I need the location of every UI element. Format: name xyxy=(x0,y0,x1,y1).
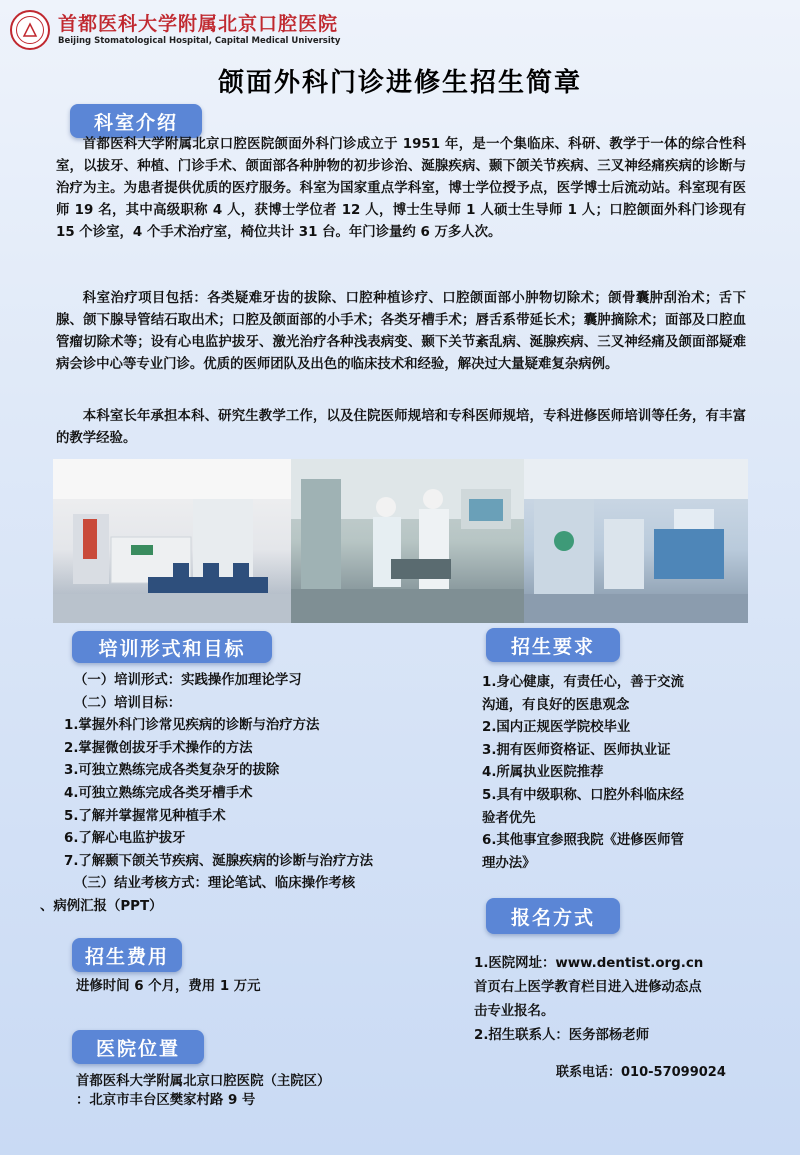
page-title: 颌面外科门诊进修生招生简章 xyxy=(217,68,582,98)
registration-list xyxy=(474,952,703,1048)
requirement-line: 3.拥有医师资格证、医师执业证 xyxy=(482,742,671,758)
training-line: 6.了解心电监护拔牙 xyxy=(64,831,186,847)
requirement-line: 1.身心健康，有责任心，善于交流 xyxy=(482,675,684,690)
training-line: 5.了解并掌握常见种植手术 xyxy=(64,808,226,824)
hospital-logo-icon xyxy=(10,10,50,50)
section-heading-requirements: 招生要求 xyxy=(486,628,620,662)
photo-reception-waiting-area xyxy=(53,459,291,623)
training-line: 、病例汇报（PPT） xyxy=(40,898,163,914)
requirements-list xyxy=(482,672,684,875)
requirement-line: 6.其他事宜参照我院《进修医师管 xyxy=(482,833,684,849)
intro-paragraph-1: 首都医科大学附属北京口腔医院颌面外科门诊成立于 1951 年，是一个集临床、科研、教学于一体的综合性科室，以拔牙、种植、门诊手术、颌面部各种肿物的初步诊治、涎腺疾病、颞下颌关节疾病、三叉神经痛疾病的诊断与治疗为主。为患者提供优质的医疗服务。科室为国家重点学科室，博士学位授予点，医学博士后流动站。科室现有医师 19 名，其中高级职称 4 人，获博士学位者 12 人，博士生导师 1 人硕士生导师 1 人；口腔颌面外科门诊现有 15 个诊室，4 个手术治疗室，椅位共计 31 台。年门诊量约 6 万多人次。 xyxy=(56,137,746,240)
intro-paragraph-2: 科室治疗项目包括：各类疑难牙齿的拔除、口腔种植诊疗、口腔颌面部小肿物切除术；颌骨囊肿刮治术；舌下腺、颌下腺导管结石取出术；口腔及颌面部的小手术；各类牙槽手术；唇舌系带延长术；囊肿摘除术；面部及口腔血管瘤切除术等；设有心电监护拔牙、激光治疗各种浅表病变、颞下关节紊乱病、涎腺疾病、三叉神经痛及颌面部疑难病会诊中心等专业门诊。优质的医师团队及出色的临床技术和经验，解决过大量疑难复杂病例。 xyxy=(56,291,746,372)
registration-line: 击专业报名。 xyxy=(474,1004,555,1019)
registration-contact: 2.招生联系人：医务部杨老师 xyxy=(474,1028,650,1043)
training-line: 2.掌握微创拔牙手术操作的方法 xyxy=(64,740,253,756)
location-line: ：北京市丰台区樊家村路 9 号 xyxy=(76,1093,256,1108)
location-line: 首都医科大学附属北京口腔医院（主院区） xyxy=(76,1074,331,1089)
requirement-line: 沟通，有良好的医患观念 xyxy=(482,697,630,713)
training-list xyxy=(40,670,373,919)
intro-paragraph-3: 本科室长年承担本科、研究生教学工作，以及住院医师规培和专科医师规培，专科进修医师培训等任务，有丰富的教学经验。 xyxy=(56,409,746,446)
training-line: 3.可独立熟练完成各类复杂牙的拔除 xyxy=(64,763,280,779)
training-line: 1.掌握外科门诊常见疾病的诊断与治疗方法 xyxy=(64,718,320,734)
section-heading-training: 培训形式和目标 xyxy=(72,631,272,663)
photo-treatment-room xyxy=(291,459,524,623)
training-line: 7.了解颞下颌关节疾病、涎腺疾病的诊断与治疗方法 xyxy=(64,853,373,869)
section-heading-intro: 科室介绍 xyxy=(70,104,202,138)
department-photos xyxy=(53,459,748,623)
requirement-line: 4.所属执业医院推荐 xyxy=(482,765,604,781)
hospital-name-en: Beijing Stomatological Hospital, Capital Medical University xyxy=(58,36,341,46)
training-line: 4.可独立熟练完成各类牙槽手术 xyxy=(64,785,253,801)
hospital-name-cn: 首都医科大学附属北京口腔医院 xyxy=(58,13,339,35)
section-heading-fee: 招生费用 xyxy=(72,938,182,972)
requirement-line: 验者优先 xyxy=(482,810,536,826)
registration-website: 1.医院网址：www.dentist.org.cn xyxy=(474,956,704,971)
training-line: （一）培训形式：实践操作加理论学习 xyxy=(74,673,302,688)
section-heading-location: 医院位置 xyxy=(72,1030,204,1064)
requirement-line: 理办法》 xyxy=(482,855,536,871)
training-line: （二）培训目标： xyxy=(74,695,182,711)
contact-phone: 联系电话：010-57099024 xyxy=(556,1065,726,1080)
hospital-header xyxy=(10,8,340,52)
fee-text: 进修时间 6 个月，费用 1 万元 xyxy=(76,979,261,994)
location-address xyxy=(76,1072,330,1110)
photo-clinic-corridor xyxy=(524,459,748,623)
registration-line: 首页右上医学教育栏目进入进修动态点 xyxy=(474,980,702,995)
requirement-line: 5.具有中级职称、口腔外科临床经 xyxy=(482,787,684,803)
requirement-line: 2.国内正规医学院校毕业 xyxy=(482,720,631,736)
training-line: （三）结业考核方式：理论笔试、临床操作考核 xyxy=(74,876,356,892)
section-heading-registration: 报名方式 xyxy=(486,898,620,934)
